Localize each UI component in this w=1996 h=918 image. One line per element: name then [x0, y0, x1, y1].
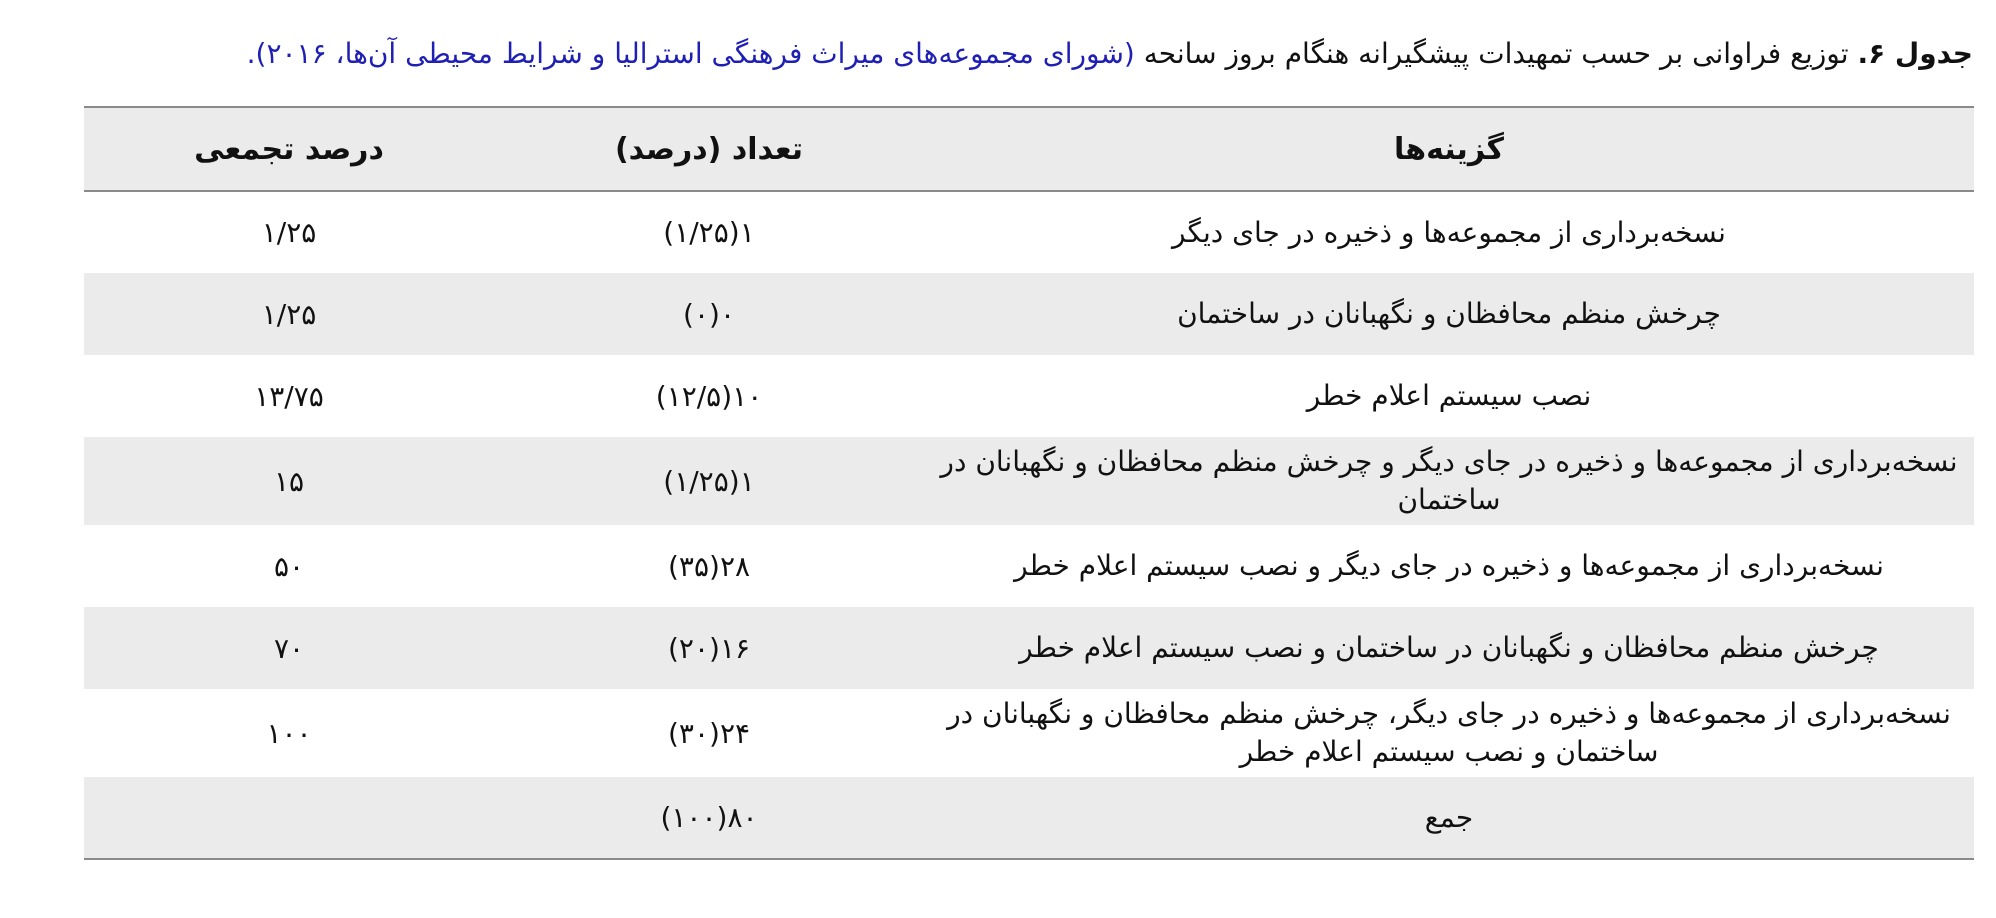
cell-count: ۰(۰) — [683, 297, 735, 331]
cell-option: چرخش منظم محافظان و نگهبانان در ساختمان و نصب سیستم اعلام خطر — [1019, 631, 1879, 664]
table-row — [84, 273, 1974, 355]
cell-cumulative: ۱۳/۷۵ — [254, 379, 324, 413]
caption-label: جدول ۶. — [1857, 37, 1973, 70]
table-header-row — [84, 107, 1974, 191]
header-cumulative: درصد تجمعی — [194, 131, 384, 167]
cell-count: ۲۴(۳۰) — [667, 716, 751, 750]
cell-cumulative: ۵۰ — [273, 549, 305, 583]
cell-count: ۱۰(۱۲/۵) — [655, 379, 763, 413]
table-caption — [73, 34, 1973, 74]
table-row — [84, 525, 1974, 607]
cell-option: نسخه‌برداری از مجموعه‌ها و ذخیره در جای دیگر و نصب سیستم اعلام خطر — [1014, 549, 1884, 582]
table-row — [84, 437, 1974, 525]
caption-text: توزیع فراوانی بر حسب تمهیدات پیشگیرانه هنگام بروز سانحه — [1134, 37, 1858, 70]
cell-cumulative: ۱۵ — [273, 464, 305, 498]
cell-option: نسخه‌برداری از مجموعه‌ها و ذخیره در جای دیگر و چرخش منظم محافظان و نگهبانان در ساختمان — [940, 445, 1958, 516]
cell-count: ۲۸(۳۵) — [667, 549, 751, 583]
cell-count: ۱۶(۲۰) — [667, 631, 751, 665]
cell-cumulative: ۷۰ — [273, 631, 305, 665]
cell-option: نسخه‌برداری از مجموعه‌ها و ذخیره در جای دیگر، چرخش منظم محافظان و نگهبانان در ساختمان و نصب سیستم اعلام خطر — [947, 697, 1951, 768]
cell-cumulative: ۱/۲۵ — [261, 216, 317, 249]
table-row — [84, 607, 1974, 689]
cell-total-count: ۸۰(۱۰۰) — [660, 801, 758, 834]
cell-count: ۱(۱/۲۵) — [663, 216, 755, 249]
header-options: گزینه‌ها — [1394, 131, 1504, 167]
cell-cumulative: ۱۰۰ — [266, 716, 312, 750]
cell-option: چرخش منظم محافظان و نگهبانان در ساختمان — [1177, 297, 1721, 330]
table-row — [84, 689, 1974, 777]
cell-option: نسخه‌برداری از مجموعه‌ها و ذخیره در جای دیگر — [1172, 215, 1726, 249]
header-count: تعداد (درصد) — [614, 131, 804, 167]
table-row — [84, 191, 1974, 273]
cell-total-cumulative — [84, 777, 494, 859]
table-total-row — [84, 777, 1974, 859]
caption-source-link[interactable]: (شورای مجموعه‌های میراث فرهنگی استرالیا و شرایط محیطی آن‌ها، ۲۰۱۶). — [246, 37, 1135, 70]
cell-cumulative: ۱/۲۵ — [261, 297, 317, 331]
cell-option: نصب سیستم اعلام خطر — [1306, 379, 1592, 412]
cell-count: ۱(۱/۲۵) — [663, 464, 755, 498]
frequency-table — [84, 106, 1974, 860]
cell-total-label: جمع — [1424, 800, 1474, 834]
table-row — [84, 355, 1974, 437]
